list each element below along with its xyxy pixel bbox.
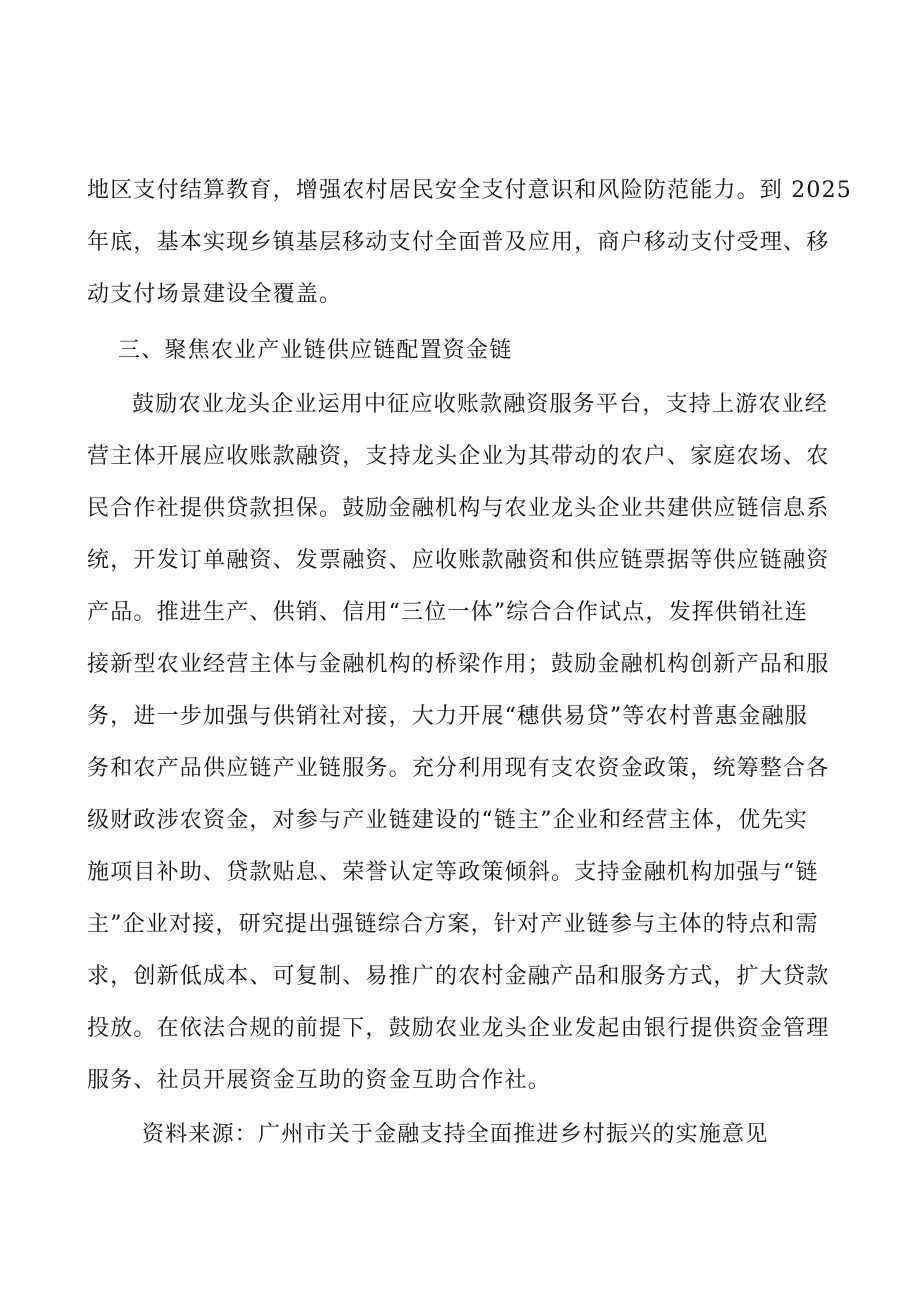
paragraph-line: 接新型农业经营主体与金融机构的桥梁作用；鼓励金融机构创新产品和服	[87, 652, 830, 677]
paragraph-line: 主”企业对接，研究提出强链综合方案，针对产业链参与主体的特点和需	[87, 912, 819, 937]
paragraph-line: 投放。在依法合规的前提下，鼓励农业龙头企业发起由银行提供资金管理	[87, 1016, 830, 1041]
paragraph-line: 服务、社员开展资金互助的资金互助合作社。	[87, 1068, 552, 1093]
paragraph-line: 级财政涉农资金，对参与产业链建设的“链主”企业和经营主体，优先实	[87, 808, 808, 833]
paragraph-line: 地区支付结算教育，增强农村居民安全支付意识和风险防范能力。到 2025	[87, 178, 852, 203]
paragraph-line: 动支付场景建设全覆盖。	[87, 282, 343, 307]
paragraph-line: 年底，基本实现乡镇基层移动支付全面普及应用，商户移动支付受理、移	[87, 230, 830, 255]
paragraph-line: 产品。推进生产、供销、信用“三位一体”综合合作试点，发挥供销社连	[87, 600, 808, 625]
paragraph-line: 求，创新低成本、可复制、易推广的农村金融产品和服务方式，扩大贷款	[87, 964, 830, 989]
paragraph-line: 统，开发订单融资、发票融资、应收账款融资和供应链票据等供应链融资	[87, 548, 830, 573]
paragraph-line: 民合作社提供贷款担保。鼓励金融机构与农业龙头企业共建供应链信息系	[87, 496, 830, 521]
paragraph-line: 营主体开展应收账款融资，支持龙头企业为其带动的农户、家庭农场、农	[87, 444, 830, 469]
source-note: 资料来源：广州市关于金融支持全面推进乡村振兴的实施意见	[142, 1122, 769, 1147]
section-heading: 三、聚焦农业产业链供应链配置资金链	[118, 338, 513, 363]
paragraph-line: 鼓励农业龙头企业运用中征应收账款融资服务平台，支持上游农业经	[132, 392, 829, 417]
paragraph-line: 务，进一步加强与供销社对接，大力开展“穗供易贷”等农村普惠金融服	[87, 704, 808, 729]
paragraph-line: 务和农产品供应链产业链服务。充分利用现有支农资金政策，统筹整合各	[87, 756, 830, 781]
paragraph-line: 施项目补助、贷款贴息、荣誉认定等政策倾斜。支持金融机构加强与“链	[87, 860, 819, 885]
